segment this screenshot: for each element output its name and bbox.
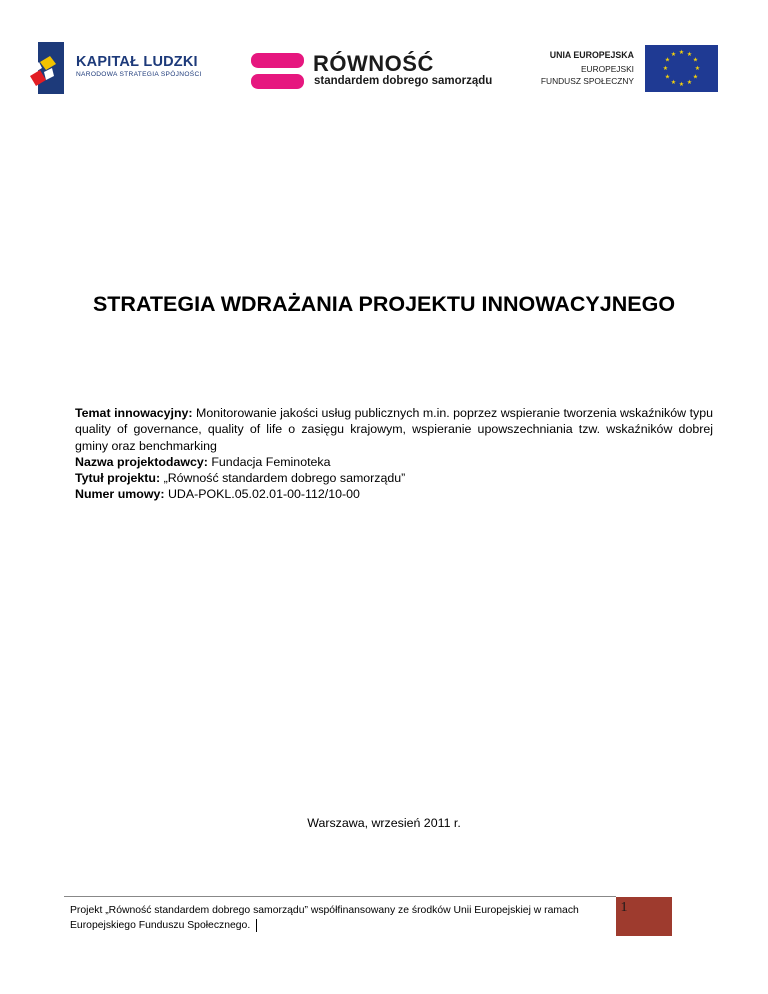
field-project-title [75,470,713,486]
kapital-ludzki-subtitle: NARODOWA STRATEGIA SPÓJNOŚCI [76,71,202,78]
svg-text:★: ★ [662,65,669,72]
field-value: Fundacja Feminoteka [207,454,331,469]
field-topic [75,405,713,454]
footer-text [70,903,613,933]
field-contract-number [75,486,713,502]
svg-text:★: ★ [678,81,685,88]
kapital-ludzki-title: KAPITAŁ LUDZKI [76,54,198,70]
svg-text:★: ★ [692,73,699,81]
kapital-ludzki-logo-icon [30,42,64,94]
footer-note: Projekt „Równość standardem dobrego samorządu” współfinansowany ze środków Unii Europejskiej w ramach Europejskiego Funduszu Społecznego. [70,905,579,931]
svg-text:★: ★ [664,73,671,81]
rownosc-equals-icon [251,53,304,89]
project-details [75,405,713,503]
document-title: STRATEGIA WDRAŻANIA PROJEKTU INNOWACYJNEGO [92,292,676,316]
footer-divider [64,896,616,897]
text-cursor [256,919,257,932]
field-label: Temat innowacyjny: [75,406,193,420]
place-date: Warszawa, wrzesień 2011 r. [307,816,461,830]
field-label: Nazwa projektodawcy: [75,454,208,469]
field-label: Numer umowy: [75,487,165,502]
svg-text:★: ★ [664,56,671,64]
field-label: Tytuł projektu: [75,471,161,486]
rownosc-title: RÓWNOŚĆ [313,51,434,76]
field-value: UDA-POKL.05.02.01-00-112/10-00 [164,487,360,502]
svg-text:★: ★ [670,79,677,86]
svg-text:★: ★ [686,51,693,58]
eu-european-label: EUROPEJSKI [580,64,634,74]
svg-text:★: ★ [692,56,699,64]
eu-union-label: UNIA EUROPEJSKA [549,50,634,60]
svg-text:★: ★ [686,79,693,86]
field-applicant [75,454,713,470]
svg-text:★: ★ [670,51,677,58]
page-number: 1 [620,900,628,915]
eu-flag-icon [645,45,718,92]
eu-fund-label: FUNDUSZ SPOŁECZNY [540,76,634,86]
field-value: „Równość standardem dobrego samorządu” [160,471,406,486]
field-value: Monitorowanie jakości usług publicznych m.in. poprzez wspieranie tworzenia wskaźników typu quality of governance, quality of life o zasięgu krajowym, wspieranie upowszechniania tzw. wskaźników dobrej gminy oraz benchmarking [75,406,713,453]
svg-text:★: ★ [694,65,701,72]
rownosc-subtitle: standardem dobrego samorządu [314,75,493,87]
svg-text:★: ★ [678,49,685,56]
